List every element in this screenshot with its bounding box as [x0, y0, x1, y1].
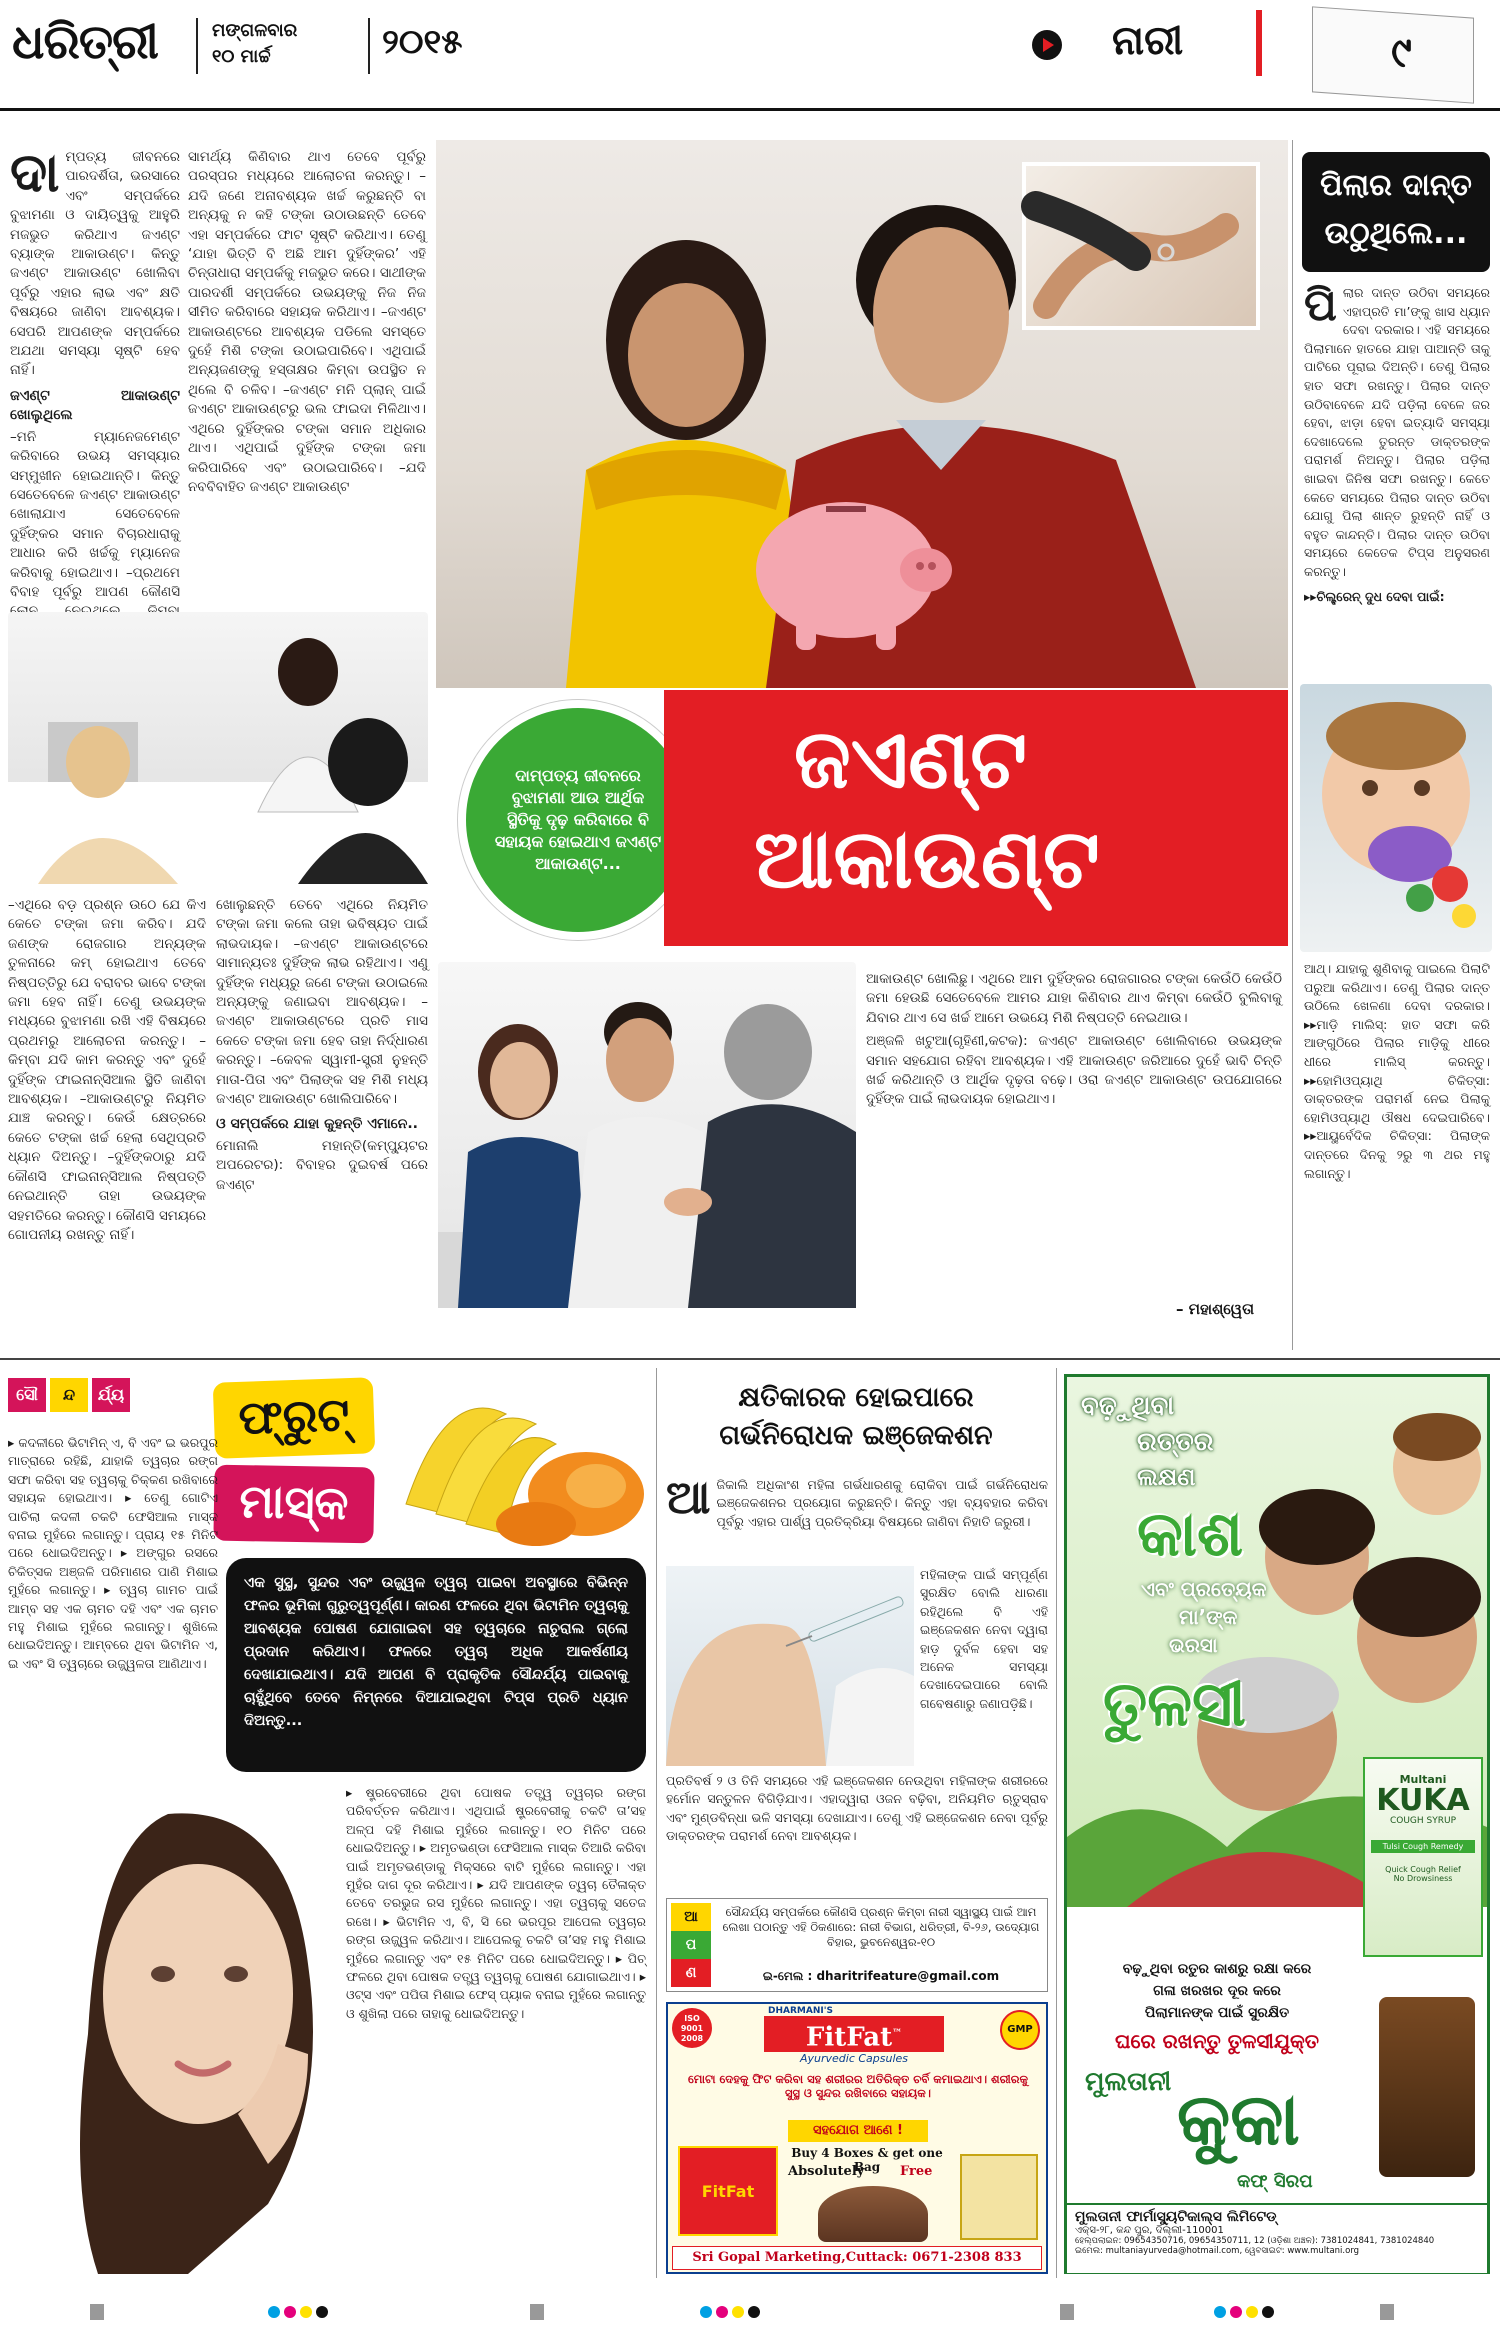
kuka-copy-2: ଗଳା ଖରଖର ଦୂର କରେ — [1153, 1983, 1281, 1999]
kuka-top-line2: ରତ୍ତର — [1137, 1427, 1214, 1457]
issue-day: ମଙ୍ଗଳବାର — [212, 20, 298, 41]
lead-headline-line1: ଜଏଣ୍ଟ — [794, 712, 1028, 807]
injection-photo — [666, 1566, 914, 1766]
kuka-box-label1: Tulsi Cough Remedy — [1371, 1840, 1475, 1853]
fitfat-tagline: ସହଯୋଗ ଆଣେ ! — [788, 2120, 928, 2142]
kuka-phone: ହେଲ୍ପଲାଇନ: 09654350716, 09654350711, 12 (ଓଡ଼ିଶା ଅଞ୍ଚଳ): 7381024841, 7381024840 — [1075, 2236, 1435, 2246]
beauty-title-1: ଫ୍ରୁଟ୍ — [213, 1377, 376, 1459]
fitfat-bag-label: FitFat — [701, 2182, 755, 2201]
lead-col3-body: –ଏଥିରେ ବଡ଼ ପ୍ରଶ୍ନ ଉଠେ ଯେ କିଏ କେତେ ଟଙ୍କା ଜମା କରିବ। ଯଦି ଜଣଙ୍କ ରୋଜଗାର ଅନ୍ୟଙ୍କ ତୁଳନାରେ କମ୍ ହୋଇଥାଏ ତେବେ ନିଷ୍ପତ୍ତିରୁ ଯେ ବରାବର ଭାବେ ଟଙ୍କା ଜମା ହେବ ନାହିଁ। ତେଣୁ ଉଭୟଙ୍କ ମଧ୍ୟରେ ବୁଝାମଣା ରଖି ଏହି ବିଷୟରେ ପ୍ରଥମରୁ ଆଲୋଚନା କରନ୍ତୁ। –କିମ୍ବା ଯଦି କାମ କରନ୍ତୁ ଏବଂ ଦୁହେଁ ଦୁହିଁଙ୍କ ଫାଇନାନ୍ସିଆଲ ସ୍ଥିତି ଜାଣିବା ଆବଶ୍ୟକ। –ଆକାଉଣ୍ଟରୁ ନିୟମିତ ଯାଞ୍ଚ କରନ୍ତୁ। କେଉଁ କ୍ଷେତ୍ରରେ କେତେ ଟଙ୍କା ଖର୍ଚ୍ଚ ହେଲା ସେଥିପ୍ରତି ଧ୍ୟାନ ଦିଅନ୍ତୁ। –ଦୁହିଁଙ୍କଠାରୁ ଯଦି କୌଣସି ଫାଇନାନ୍ସିଆଲ ନିଷ୍ପତ୍ତି ନେଇଥାନ୍ତି ତାହା ଉଭୟଙ୍କ ସହମତିରେ କରନ୍ତୁ। କୌଣସି ସମୟରେ ଗୋପନୀୟ ରଖନ୍ତୁ ନାହିଁ। — [8, 897, 206, 1243]
page-number-badge — [1312, 6, 1474, 103]
section-name: ନାରୀ — [1112, 18, 1184, 64]
beauty-right-body: ▸ ଷ୍ଟ୍ରବେରୀରେ ଥିବା ପୋଷକ ତତ୍ତ୍ୱ ତ୍ୱଚାର ରଙ୍ଗ ପରିବର୍ତ୍ତନ କରିଥାଏ। ଏଥିପାଇଁ ଷ୍ଟ୍ରବେରୀକୁ ଚକଟି ତା’ସହ ଅଳ୍ପ ଦହି ମିଶାଇ ମୁହଁରେ ଲଗାନ୍ତୁ। ୧୦ ମିନିଟ ପରେ ଧୋଇଦିଅନ୍ତୁ। ▸ ଅମୃତଭଣ୍ଡା ଫେସିଆଲ ମାସ୍କ ତିଆରି କରିବା ପାଇଁ ଅମୃତଭଣ୍ଡାକୁ ମିକ୍ସରେ ବାଟି ମୁହଁରେ ଲଗାନ୍ତୁ। ଏହା ମୁହଁର ଦାଗ ଦୂର କରିଥାଏ। ▸ ଯଦି ଆପଣଙ୍କ ତ୍ୱଚା ତୈଳାକ୍ତ ତେବେ ତରଭୁଜ ରସ ମୁହଁରେ ଲଗାନ୍ତୁ। ଏହା ତ୍ୱଚାକୁ ସତେଜ ରଖେ। ▸ ଭିଟାମିନ ଏ, ବି, ସି ରେ ଭରପୂର ଆପେଲ ତ୍ୱଚାର ରଙ୍ଗ ଉଜ୍ଜ୍ୱଳ କରିଥାଏ। ଆପେଲକୁ ଚକଟି ତା’ସହ ମହୁ ମିଶାଇ ମୁହଁରେ ଲଗାନ୍ତୁ ଏବଂ ୧୫ ମିନିଟ ପରେ ଧୋଇଦିଅନ୍ତୁ। ▸ ପିଚ୍ ଫଳରେ ଥିବା ପୋଷକ ତତ୍ତ୍ୱ ତ୍ୱଚାକୁ ପୋଷଣ ଯୋଗାଇଥାଏ। ▸ ଓଟ୍ସ ଏବଂ ପପିତା ମିଶାଇ ଫେସ୍ ପ୍ୟାକ ବନାଇ ମୁହଁରେ ଲଗାନ୍ତୁ ଓ ଶୁଖିଲା ପରେ ତାହାକୁ ଧୋଇଦିଅନ୍ତୁ। — [346, 1785, 646, 2021]
kuka-tulsi-bottle — [1379, 1997, 1475, 2177]
kuka-copy-1: ବଢ଼ୁଥିବା ରତୁର କାଶରୁ ରକ୍ଷା କରେ — [1122, 1961, 1312, 1977]
contact-badge — [671, 1903, 711, 1987]
teeth-subhead: ▸▸ଚିଲ୍ଡ୍ରେନ୍ ଦୁଧ ଦେବା ପାଇଁ: — [1304, 588, 1445, 604]
office-couple-photo — [8, 612, 428, 884]
fitfat-brand-name: FitFat — [805, 2022, 893, 2053]
kuka-mid2: ମା’ଙ୍କ — [1179, 1605, 1238, 1629]
fitfat-free: Free — [900, 2164, 933, 2179]
issue-date: ୧୦ ମାର୍ଚ୍ଚ — [212, 46, 271, 67]
teeth-body-1: ଲାର ଦାନ୍ତ ଉଠିବା ସମୟରେ ଏହାପ୍ରତି ମା’ଙ୍କୁ ଖାସ ଧ୍ୟାନ ଦେବା ଦରକାର। ଏହି ସମୟରେ ପିଲାମାନେ ହାତରେ ଯାହା ପାଆନ୍ତି ତାକୁ ପାଟିରେ ପୂରାଇ ଦିଅନ୍ତି। ତେଣୁ ପିଲାର ହାତ ସଫା ରଖନ୍ତୁ। ପିଲାର ଦାନ୍ତ ଉଠିବାବେଳେ ଯଦି ପଡ଼ିଲା ବେଳେ ଜର ହେବା, ଝାଡ଼ା ହେବା ଇତ୍ୟାଦି ସମସ୍ୟା ଦେଖାଦେଲେ ତୁରନ୍ତ ଡାକ୍ତରଙ୍କ ପରାମର୍ଶ ନିଅନ୍ତୁ। ପିଲାର ପଡ଼ିଲା ଖାଇବା ଜିନିଷ ସଫା ରଖନ୍ତୁ। କେତେ କେତେ ସମୟରେ ପିଲାର ଦାନ୍ତ ଉଠିବା ଯୋଗୁ ପିଲା ଶାନ୍ତ ରୁହନ୍ତି ନାହିଁ ଓ ବହୁତ କାନ୍ଦନ୍ତି। ପିଲାର ଦାନ୍ତ ଉଠିବା ସମୟରେ କେତେକ ଟିପ୍ସ ଅନୁସରଣ କରନ୍ତୁ। — [1304, 285, 1490, 579]
teeth-body-2: ଆଥ୍। ଯାହାକୁ ଶୁଣିବାକୁ ପାଇଲେ ପିଲାଟି ପରୁଆ କରିଥାଏ। ତେଣୁ ପିଲାର ଦାନ୍ତ ଉଠିଲେ ଖେଳଣା ଦେବା ଦରକାର। ▸▸ମାଡ଼ି ମାଲିସ୍: ହାତ ସଫା କରି ଆଙ୍ଗୁଠିରେ ପିଲାର ମାଡ଼ିକୁ ଧୀରେ ଧୀରେ ମାଲିସ୍ କରନ୍ତୁ। ▸▸ହୋମିଓପ୍ୟାଥି ଚିକିତ୍ସା: ଡାକ୍ତରଙ୍କ ପରାମର୍ଶ ନେଇ ପିଲାକୁ ହୋମିଓପ୍ୟାଥି ଔଷଧ ଦେଇପାରିବେ। ▸▸ଆୟୁର୍ବେଦିକ ଚିକିତ୍ସା: ପିଲାଙ୍କ ଦାନ୍ତରେ ଦିନକୁ ୨ରୁ ୩ ଥର ମହୁ ଲଗାନ୍ତୁ। — [1304, 961, 1490, 1181]
lead-column-4 — [216, 896, 428, 1336]
lead-intro: ମ୍ପତ୍ୟ ଜୀବନରେ ପାରଦର୍ଶିତା, ଭରସାରେ ଏବଂ ସମ୍ପର୍କରେ ବୁଝାମଣା ଓ ଦାୟିତ୍ୱକୁ ଆହୁରି ମଜଭୁତ କରିଥାଏ ଜଏଣ୍ଟ ବ୍ୟାଙ୍କ ଆକାଉଣ୍ଟ। କିନ୍ତୁ ଜଏଣ୍ଟ ଆକାଉଣ୍ଟ ଖୋଲିବା ପୂର୍ବରୁ ଏହାର ଲାଭ ଏବଂ କ୍ଷତି ବିଷୟରେ ଜାଣିବା ଆବଶ୍ୟକ। ସେପରି ଆପଣଙ୍କ ସମ୍ପର୍କରେ ଅଯଥା ସମସ୍ୟା ସୃଷ୍ଟି ହେବ ନାହିଁ। — [10, 149, 180, 379]
injection-body-top — [666, 1470, 1048, 1560]
kuka-syrup-odia: କଫ୍ ସିରପ — [1237, 2171, 1313, 2192]
kuka-mid1: ଏବଂ ପ୍ରତ୍ୟେକ — [1141, 1577, 1267, 1601]
kuka-mid3: ଭରସା — [1169, 1633, 1218, 1657]
lead-column-3 — [8, 896, 206, 1336]
beauty-woman-photo — [8, 1784, 338, 2274]
kuka-top-line3: ଲକ୍ଷଣ — [1137, 1463, 1196, 1491]
fitfat-maker: DHARMANI'S — [768, 2006, 833, 2016]
kuka-box-sub: COUGH SYRUP — [1389, 1816, 1457, 1826]
lead-col1-body: –ମନି ମ୍ୟାନେଜମେଣ୍ଟ କରିବାରେ ଉଭୟ ସମସ୍ୟାର ସମ୍ମୁଖୀନ ହୋଇଥାନ୍ତି। କିନ୍ତୁ ସେତେବେଳେ ଜଏଣ୍ଟ ଆକାଉଣ୍ଟ ଖୋଲାଯାଏ ସେତେବେଳେ ଦୁହିଁଙ୍କର ସମାନ ବିଚାରଧାରାକୁ ଆଧାର କରି ଖର୍ଚ୍ଚକୁ ମ୍ୟାନେଜ କରିବାକୁ ହୋଇଥାଏ। –ପ୍ରଥମେ ବିବାହ ପୂର୍ବରୁ ଆପଣ କୌଣସି — [10, 428, 180, 600]
kuka-name-odia: କୁକା — [1177, 2077, 1300, 2161]
section-play-icon — [1032, 30, 1062, 60]
baby-teething-photo — [1300, 684, 1492, 952]
beauty-intro-box — [226, 1558, 646, 1772]
fitfat-absolutely: Absolutely — [788, 2164, 865, 2179]
fruits-photo — [386, 1374, 650, 1554]
injection-body-side: ମହିଳାଙ୍କ ପାଇଁ ସମ୍ପୂର୍ଣ୍ଣ ସୁରକ୍ଷିତ ବୋଲି ଧାରଣା ରହିଥିଲେ ବି ଏହି ଇଞ୍ଜେକଶନ ନେବା ଦ୍ୱାରା ହାଡ଼ ଦୁର୍ବଳ ହେବା ସହ ଅନେକ ସମସ୍ୟା ଦେଖାଦେଇପାରେ ବୋଲି ଗବେଷଣାରୁ ଜଣାପଡ଼ିଛି। — [920, 1567, 1048, 1711]
lead-subhead-opinions: ଓ ସମ୍ପର୍କରେ ଯାହା କୁହନ୍ତି ଏମାନେ.. — [216, 1116, 418, 1133]
fitfat-copy: ମୋଟା ଦେହକୁ ଫିଟ କରିବା ସହ ଶରୀରର ଅତିରିକ୍ତ ଚର୍ବି କମାଇଥାଏ। ଶରୀରକୁ ସୁସ୍ଥ ଓ ସୁନ୍ଦର ରଖିବାରେ ସହାୟକ। — [687, 2072, 1029, 2100]
lead-headline-line2: ଆକାଉଣ୍ଟ — [754, 812, 1100, 907]
kuka-copy-4: ଘରେ ରଖନ୍ତୁ ତୁଳସୀଯୁକ୍ତ — [1114, 2029, 1320, 2053]
injection-headline-2: ଗର୍ଭନିରୋଧକ ଇଞ୍ଜେକଶନ — [719, 1420, 993, 1451]
contact-email[interactable]: ଇ-ମେଲ : dharitrifeature@gmail.com — [762, 1969, 1000, 1983]
kuka-ad[interactable] — [1064, 1374, 1490, 2274]
kuka-box-label2: Quick Cough Relief — [1385, 1865, 1461, 1874]
fitfat-brand — [764, 2016, 944, 2052]
teeth-dropcap: ପି — [1304, 280, 1337, 331]
contact-badge-3: ଣ — [671, 1959, 711, 1987]
lead-blurb-circle — [458, 700, 698, 940]
contact-badge-1: ଆ — [671, 1903, 711, 1931]
beauty-badge-1: ସୌ — [8, 1378, 46, 1412]
fitfat-subtitle: Ayurvedic Capsules — [799, 2052, 909, 2065]
injection-dropcap: ଆ — [666, 1470, 711, 1524]
page-number: ୯ — [1391, 27, 1412, 77]
injection-body-top-text: ଜିକାଲି ଅଧିକାଂଶ ମହିଳା ଗର୍ଭଧାରଣକୁ ରୋକିବା ପାଇଁ ଗର୍ଭନିରୋଧକ ଇଞ୍ଜେକଶନର ପ୍ରୟୋଗ କରୁଛନ୍ତି। କିନ୍ତୁ ଏହା ବ୍ୟବହାର କରିବା ପୂର୍ବରୁ ଏହାର ପାର୍ଶ୍ୱ ପ୍ରତିକ୍ରିୟା ବିଷୟରେ ଜାଣିବା ନିହାତି ଜରୁରୀ। — [716, 1477, 1048, 1529]
teeth-headline-box — [1302, 152, 1490, 272]
fitfat-offer: Buy 4 Boxes & get one Bag — [791, 2146, 943, 2174]
issue-year: ୨୦୧୫ — [382, 22, 463, 62]
kuka-company-band — [1067, 2203, 1487, 2273]
fitfat-tm: ™ — [892, 2028, 903, 2039]
holding-hands-photo — [1022, 162, 1260, 330]
lead-column-5 — [866, 970, 1282, 1240]
kuka-cough-word: କାଶ — [1137, 1497, 1244, 1570]
lead-dropcap: ଦା — [10, 141, 60, 204]
kuka-box-name: KUKA — [1376, 1783, 1470, 1818]
kuka-top-line1: ବଢ଼ୁଥିବା — [1081, 1391, 1175, 1421]
fitfat-ad[interactable] — [666, 2002, 1048, 2274]
injection-body-bottom: ପ୍ରତିବର୍ଷ ୨ ଓ ତିନି ସମୟରେ ଏହି ଇଞ୍ଜେକଶନ ନେଉଥିବା ମହିଳାଙ୍କ ଶରୀରରେ ହର୍ମୋନ ସନ୍ତୁଳନ ବିଗିଡ଼ିଯାଏ। ଏହାଦ୍ୱାରା ଓଜନ ବଢ଼ିବା, ଅନିୟମିତ ଋତୁସ୍ରାବ ଏବଂ ମୁଣ୍ଡବିନ୍ଧା ଭଳି ସମସ୍ୟା ଦେଖାଯାଏ। ତେଣୁ ଏହି ଇଞ୍ଜେକଶନ ନେବା ପୂର୍ବରୁ ଡାକ୍ତରଙ୍କ ପରାମର୍ଶ ନେବା ଆବଶ୍ୟକ। — [666, 1773, 1048, 1844]
print-registration-strip — [0, 2294, 1500, 2330]
fitfat-product-box — [678, 2146, 778, 2236]
beauty-badge-3: ର୍ଯ୍ୟ — [92, 1378, 130, 1412]
teeth-body — [1304, 280, 1490, 664]
kuka-tulsi-word: ତୁଳସୀ — [1103, 1667, 1246, 1740]
lead-byline: – ମହାଶ୍ୱେତା — [1176, 1300, 1255, 1318]
injection-headline-1: କ୍ଷତିକାରକ ହୋଇପାରେ — [738, 1382, 974, 1413]
beauty-left-body: ▸ କଦଳୀରେ ଭିଟାମିନ୍ ଏ, ବି ଏବଂ ଇ ଭରପୁର ମାତ୍ରାରେ ରହିଛି, ଯାହାକି ତ୍ୱଚାର ରଙ୍ଗ ସଫା କରିବା ସହ ତ୍ୱଚାକୁ ଚିକ୍କଣ ରଖିବାରେ ସହାୟକ ହୋଇଥାଏ। ▸ ତେଣୁ ଗୋଟିଏ ପାଚିଲା କଦଳୀ ଚକଟି ଫେସିଆଲ ମାସ୍କ ବନାଇ ମୁହଁରେ ଲଗାନ୍ତୁ। ପ୍ରାୟ ୧୫ ମିନିଟ ପରେ ଧୋଇଦିଅନ୍ତୁ। ▸ ଅଙ୍ଗୁର ରସରେ ଚିକିତ୍ସକ ଅଞ୍ଜଳି ପରିମାଣର ପାଣି ମିଶାଇ ମୁହଁରେ ଲଗାନ୍ତୁ। ▸ ତ୍ୱଚା ଗାମଚ ପାଇଁ ଆମ୍ବ ସହ ଏକ ଚାମଚ ଦହି ଏବଂ ଏକ ଚାମଚ ମହୁ ମିଶାଇ ମୁହଁରେ ଲଗାନ୍ତୁ। ଶୁଖିଲେ ଧୋଇଦିଅନ୍ତୁ। ଆମ୍ବରେ ଥିବା ଭିଟାମିନ ଏ, ଇ ଏବଂ ସି ତ୍ୱଚାରେ ଉଜ୍ଜ୍ୱଳତା ଆଣିଥାଏ। — [8, 1435, 218, 1671]
lead-col4-body: ଖୋଲୁଛନ୍ତି ତେବେ ଏଥିରେ ନିୟମିତ ଟଙ୍କା ଜମା କଲେ ତାହା ଭବିଷ୍ୟତ ପାଇଁ ଲାଭଦାୟକ। –ଜଏଣ୍ଟ ଆକାଉଣ୍ଟରେ ସାମାନ୍ୟତଃ ଦୁହିଁଙ୍କ ଲାଭ ରହିଥାଏ। ଏଣୁ ଦୁହିଁଙ୍କ ମଧ୍ୟରୁ ଜଣେ ଟଙ୍କା ଉଠାଇଲେ ଅନ୍ୟଙ୍କୁ ଜଣାଇବା ଆବଶ୍ୟକ। –ଜଏଣ୍ଟ ଆକାଉଣ୍ଟରେ ପ୍ରତି ମାସ କେତେ ଟଙ୍କା ଜମା ହେବ ତାହା ନିର୍ଦ୍ଧାରଣ କରନ୍ତୁ। –କେବଳ ସ୍ୱାମୀ-ସ୍ତ୍ରୀ ନୁହନ୍ତି ମାତା-ପିତା ଏବଂ ପିଲାଙ୍କ ସହ ମିଶି ମଧ୍ୟ ଜଏଣ୍ଟ ଆକାଉଣ୍ଟ ଖୋଲିପାରିବେ। — [216, 897, 428, 1108]
lead-subhead: ଜଏଣ୍ଟ ଆକାଉଣ୍ଟ ଖୋଲୁଥିଲେ — [10, 387, 180, 424]
lead-col5-quote: ଅଞ୍ଜଳି ଖଟୁଆ(ଗୃହିଣୀ,କଟକ): ଜଏଣ୍ଟ ଆକାଉଣ୍ଟ ଖୋଲିବାରେ ଉଭୟଙ୍କ ସମାନ ସହଯୋଗ ରହିବା ଆବଶ୍ୟକ। ଏହି ଆକାଉଣ୍ଟ ଜରିଆରେ ଦୁହେଁ ଭାବି ଚିନ୍ତି ଖର୍ଚ୍ଚ କରିଥାନ୍ତି ଓ ଆର୍ଥିକ ଦୃଢ଼ତା ବଢ଼େ। ଓରା ଜଏଣ୍ଟ ଆକାଉଣ୍ଟ ଉପଯୋଗରେ ଦୁହିଁଙ୍କ ପାଇଁ ଲାଭଦାୟକ ହୋଇଥାଏ। — [866, 1033, 1282, 1108]
newspaper-logo: ଧରିତ୍ରୀ — [12, 14, 158, 70]
beauty-intro: ଏକ ସୁସ୍ଥ, ସୁନ୍ଦର ଏବଂ ଉଜ୍ଜ୍ୱଳ ତ୍ୱଚା ପାଇବା ଅବସ୍ଥାରେ ବିଭିନ୍ନ ଫଳର ଭୂମିକା ଗୁରୁତ୍ୱପୂର୍ଣ୍ଣ। କାରଣ ଫଳରେ ଥିବା ଭିଟାମିନ ତ୍ୱଚାକୁ ଆବଶ୍ୟକ ପୋଷଣ ଯୋଗାଇବା ସହ ତ୍ୱଚାରେ ନାଚୁରାଲ ଗ୍ଲୋ ପ୍ରଦାନ କରିଥାଏ। ଫଳରେ ତ୍ୱଚା ଅଧିକ ଆକର୍ଷଣୀୟ ଦେଖାଯାଇଥାଏ। ଯଦି ଆପଣ ବି ପ୍ରାକୃତିକ ସୌନ୍ଦର୍ଯ୍ୟ ପାଇବାକୁ ଚାହୁଁଥିବେ ତେବେ ନିମ୍ନରେ ଦିଆଯାଇଥିବା ଟିପ୍ସ ପ୍ରତି ଧ୍ୟାନ ଦିଅନ୍ତୁ... — [244, 1575, 628, 1729]
contact-text: ସୌନ୍ଦର୍ଯ୍ୟ ସମ୍ପର୍କରେ କୌଣସି ପ୍ରଶ୍ନ କିମ୍ବା ନାରୀ ସ୍ୱାସ୍ଥ୍ୟ ପାଇଁ ଆମ ଲେଖା ପଠାନ୍ତୁ ଏହି ଠିକଣାରେ: ନାରୀ ବିଭାଗ, ଧରିତ୍ରୀ, ବି-୨୬, ଉଦ୍ୟୋଗ ବିହାର, ଭୁବନେଶ୍ୱର-୧୦ — [722, 1905, 1040, 1949]
beauty-badge — [8, 1378, 130, 1412]
kuka-address: ଏକ୍ସ-୨୮, କନ୍ଦ ପୁର, ଦିଲ୍ଲୀ-110001 — [1075, 2225, 1224, 2236]
lead-column-1 — [10, 141, 180, 600]
lead-headline-block — [664, 690, 1288, 946]
kuka-web: ଇମେଲ: multaniayurveda@hotmail.com, ୱେବସାଇଟ: www.multani.org — [1075, 2246, 1360, 2256]
lead-col2-body: ସାମର୍ଥ୍ୟ କିଣିବାର ଥାଏ ତେବେ ପୂର୍ବରୁ ପରସ୍ପର ମଧ୍ୟରେ ଆଲୋଚନା କରନ୍ତୁ। –ଯଦି ଜଣେ ଅନାବଶ୍ୟକ ଖର୍ଚ୍ଚ କରୁଛନ୍ତି ବା ଅନ୍ୟକୁ ନ କହି ଟଙ୍କା ଉଠାଉଛନ୍ତି ତେବେ ଏହା ସମ୍ପର୍କରେ ଫାଟ ସୃଷ୍ଟି କରିଥାଏ। ତେଣୁ ‘ଯାହା ଭିତ୍ତି ବି ଅଛି ଆମ ଦୁହିଁଙ୍କର’ ଏହି ଚିନ୍ତାଧାରା ସମ୍ପର୍କକୁ ମଜଭୁତ କରେ। ସାଥୀଙ୍କ ପାରଦର୍ଶୀ ସମ୍ପର୍କରେ ଉଭୟଙ୍କୁ ନିଜ ନିଜ ସୀମିତ କରିବାରେ ସହାୟକ କରିଥାଏ। –ଜଏଣ୍ଟ ଆକାଉଣ୍ଟରେ ଆବଶ୍ୟକ ପଡିଲେ ସମସ୍ତେ ଦୁହେଁ ମିଶି ଟଙ୍କା ଉଠାଇପାରିବେ। ଏଥିପାଇଁ ଅନ୍ୟଜଣଙ୍କୁ ହସ୍ତାକ୍ଷର କିମ୍ବା ଉପସ୍ଥିତ ନ ଥିଲେ ବି ଚଳିବ। –ଜଏଣ୍ଟ ମନି ପ୍ଲାନ୍ ପାଇଁ ଜଏଣ୍ଟ ଆକାଉଣ୍ଟରୁ ଭଲ ଫାଇଦା ମିଳିଥାଏ। ଏଥିରେ ଦୁହିଁଙ୍କର ଟଙ୍କା ସମାନ ଅଧିକାର ଥାଏ। ଏଥିପାଇଁ ଦୁହିଁଙ୍କ ଟଙ୍କା ଜମା କରିପାରିବେ ଏବଂ ଉଠାଇପାରିବେ। –ଯଦି ନବବିବାହିତ ଜଏଣ୍ଟ ଆକାଉଣ୍ଟ — [188, 149, 426, 495]
kuka-box-label3: No Drowsiness — [1393, 1874, 1453, 1883]
kuka-company: ମୁଲତାନୀ ଫାର୍ମାସ୍ୟୁଟିକାଲ୍ସ ଲିମିଟେଡ୍ — [1075, 2209, 1277, 2225]
contact-box — [666, 1898, 1048, 1992]
handshake-photo — [438, 962, 856, 1308]
fitfat-dealer: Sri Gopal Marketing,Cuttack: 0671-2308 833 — [672, 2246, 1042, 2270]
fitfat-bag — [960, 2154, 1038, 2240]
fitfat-iso-badge: ISO 9001 2008 — [672, 2008, 712, 2048]
teeth-headline-line1: ପିଲାର ଦାନ୍ତ — [1320, 168, 1472, 203]
fitfat-bodybuilder-image — [818, 2186, 928, 2242]
lead-blurb: ଦାମ୍ପତ୍ୟ ଜୀବନରେ ବୁଝାମଣା ଆଉ ଆର୍ଥିକ ସ୍ଥିତିକୁ ଦୃଢ଼ କରିବାରେ ବି ସହାୟକ ହୋଇଥାଏ ଜଏଣ୍ଟ ଆକାଉଣ୍ଟ... — [494, 766, 662, 873]
lead-col5-body: ଆକାଉଣ୍ଟ ଖୋଲିଛୁ। ଏଥିରେ ଆମ ଦୁହିଁଙ୍କର ରୋଜଗାରର ଟଙ୍କା କେଉଁଠି କେଉଁଠି ଜମା ହେଉଛି ସେତେବେଳେ ଆମର ଯାହା କିଣିବାର ଥାଏ କିମ୍ବା କେଉଁଠି ବୁଲିବାକୁ ଯିବାର ଥାଏ ସେ ଖର୍ଚ୍ଚ ଆମେ ଉଭୟେ ମିଶି ନିଷ୍ପତ୍ତି ନେଇଥାଉ। — [866, 971, 1282, 1026]
beauty-badge-2: ନ୍ଦ — [50, 1378, 88, 1412]
beauty-title-2: ମାସ୍କ — [213, 1465, 374, 1544]
kuka-box-brand: Multani — [1399, 1773, 1447, 1786]
kuka-product-box — [1363, 1757, 1483, 1957]
masthead — [0, 0, 1500, 110]
kuka-copy-3: ପିଲାମାନଙ୍କ ପାଇଁ ସୁରକ୍ଷିତ — [1144, 2005, 1290, 2021]
kuka-brand-odia: ମୁଲତାନୀ — [1085, 2067, 1172, 2097]
lead-col4-quote: ମୋନାଲି ମହାନ୍ତି(କମ୍ପ୍ୟୁଟର ଅପରେଟର): ବିବାହର ଦୁଇବର୍ଷ ପରେ ଜଏଣ୍ଟ — [216, 1137, 428, 1193]
lead-column-2 — [188, 148, 426, 598]
fitfat-gmp-badge: GMP — [1000, 2010, 1040, 2050]
contact-badge-2: ପ — [671, 1931, 711, 1959]
teeth-headline-line2: ଉଠୁଥିଲେ... — [1324, 216, 1468, 251]
